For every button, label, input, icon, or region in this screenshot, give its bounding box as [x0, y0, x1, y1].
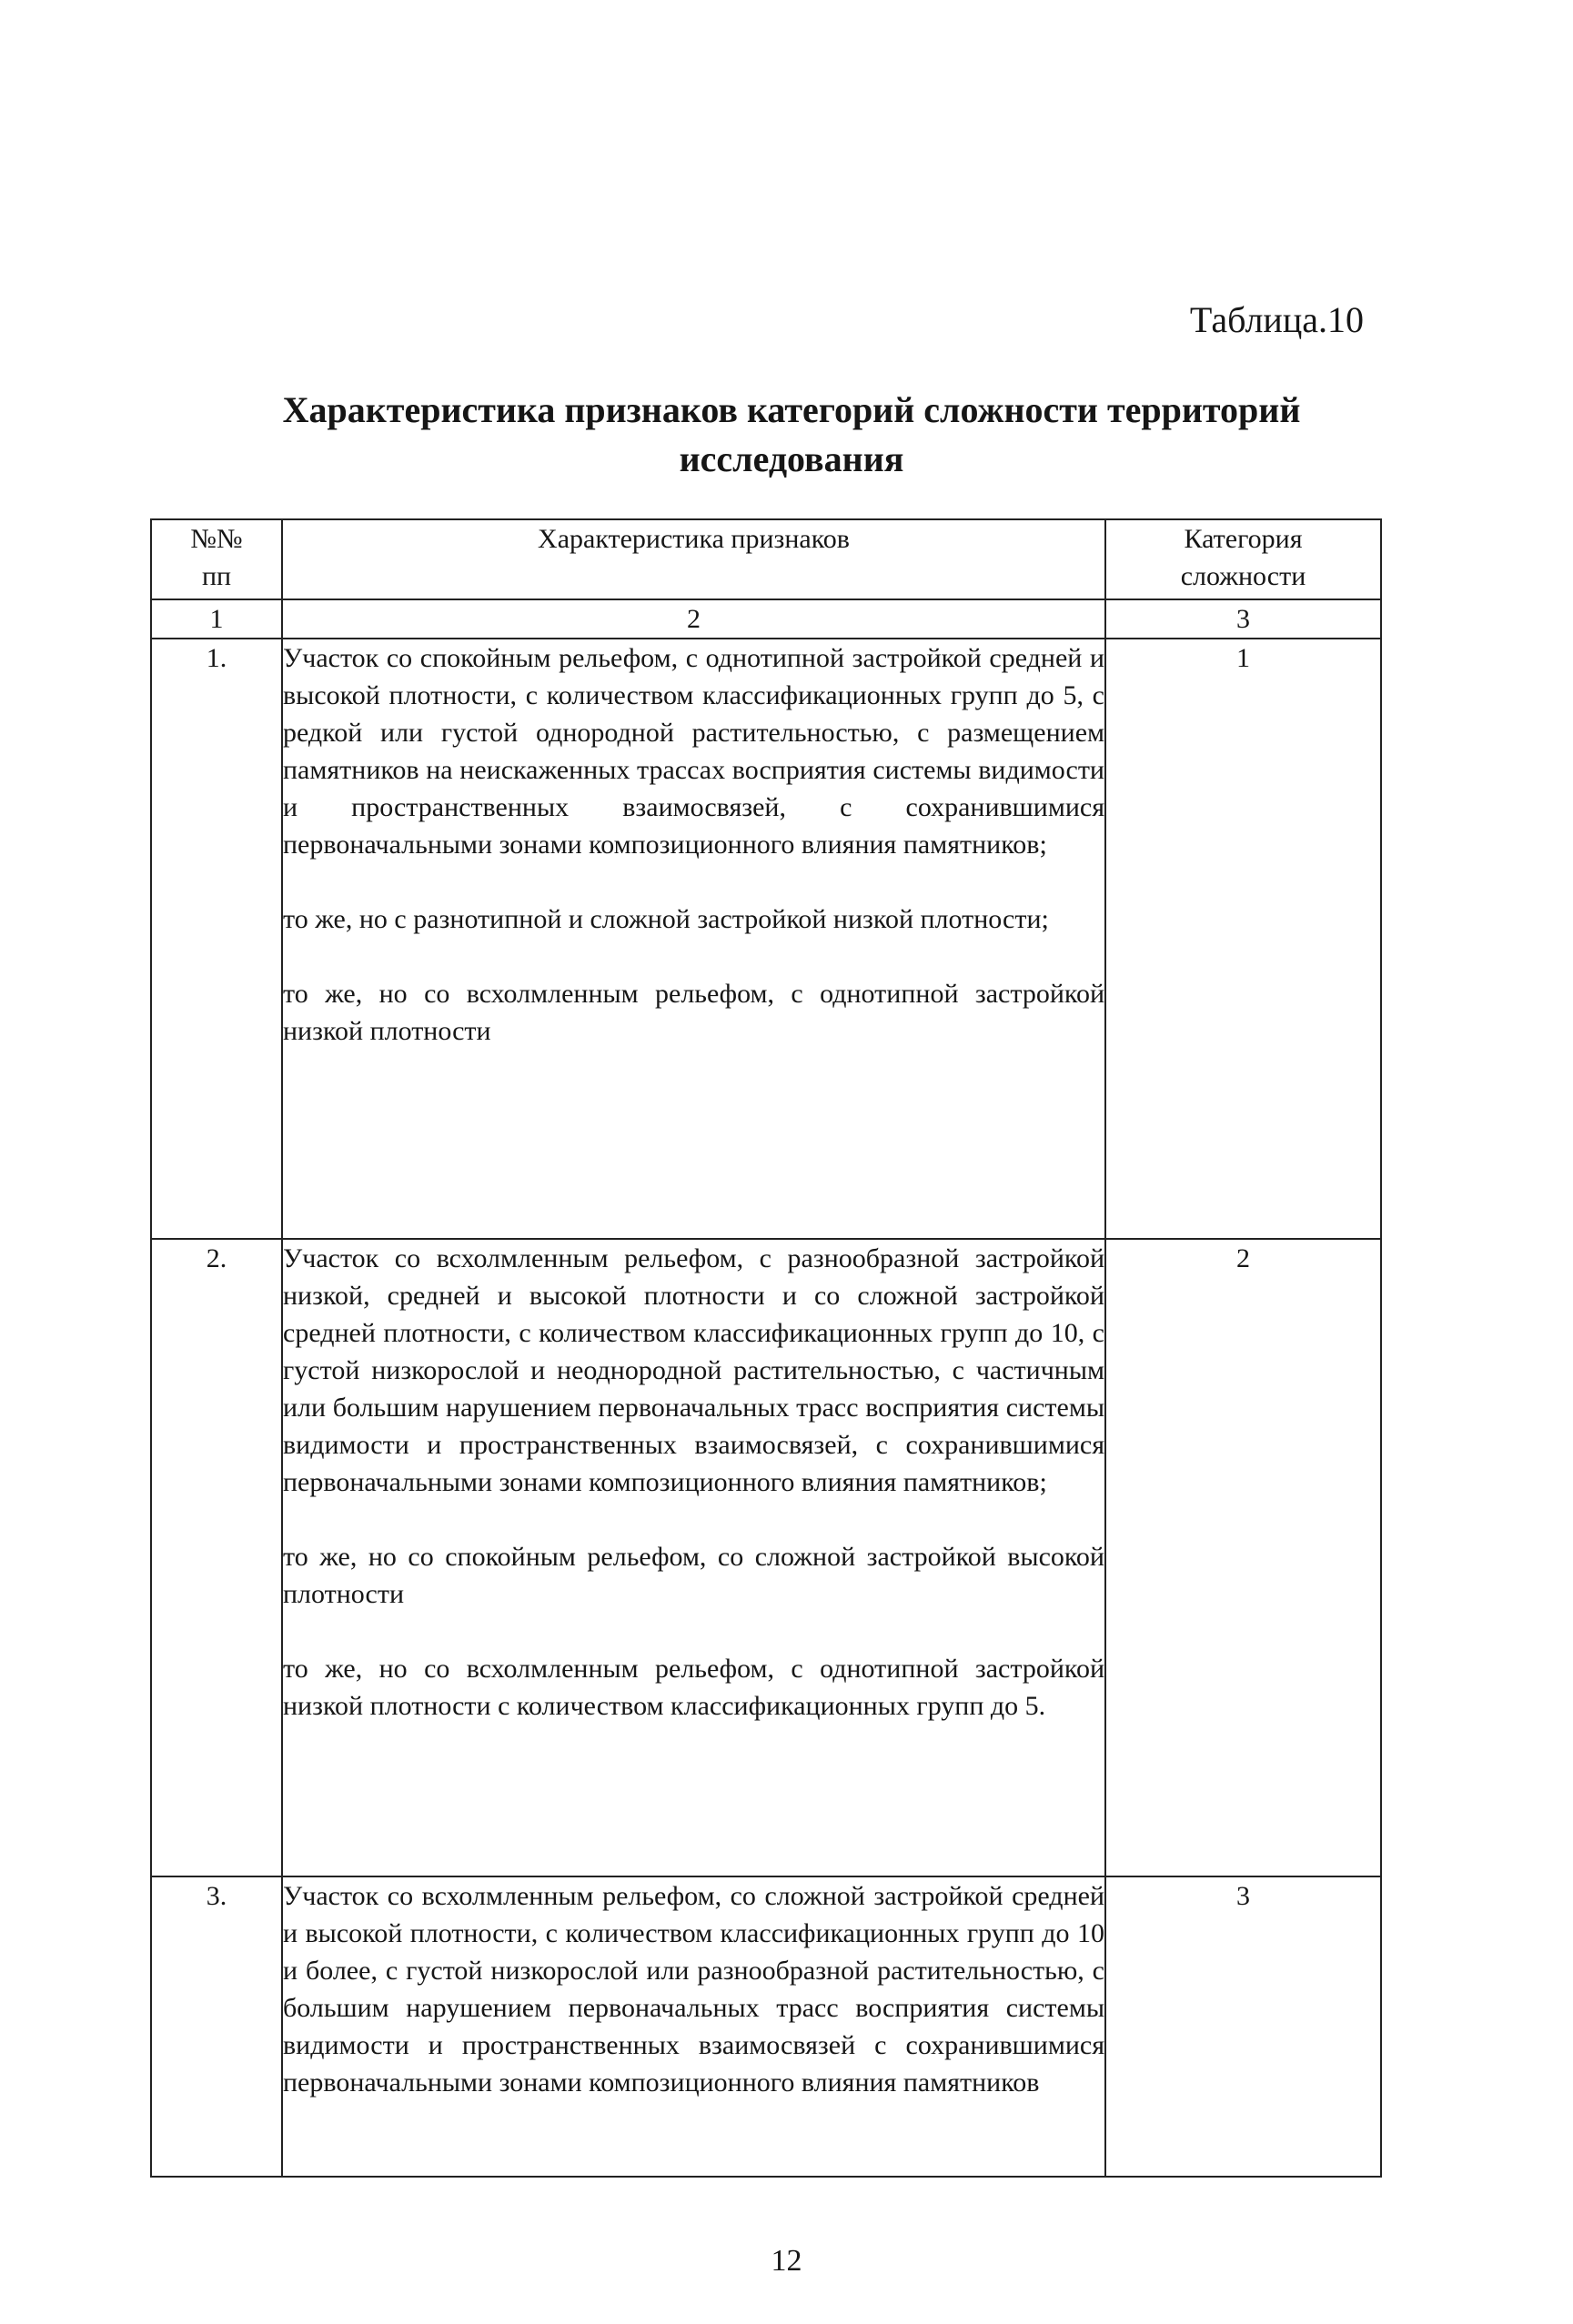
document-title-line-2: исследования [679, 438, 904, 479]
row-category: 3 [1105, 1876, 1381, 2177]
document-title-line-1: Характеристика признаков категорий сложности территорий [282, 389, 1301, 430]
row-paragraph: то же, но со спокойным рельефом, со сложной застройкой высокой плотности [283, 1542, 1104, 1609]
row-paragraph: Участок со всхолмленным рельефом, с разнообразной застройкой низкой, средней и высокой плотности и со сложной застройкой средней плотности, с количеством классификационных групп до 10, с густой низкорослой и неоднородной растительностью, с частичным или большим нарушением первоначальных трасс восприятия системы видимости и пространственных взаимосвязей, с сохранившимися первоначальными зонами композиционного влияния памятников; [283, 1243, 1104, 1497]
header-category-line-1: Категория [1184, 524, 1303, 554]
row-description [282, 1239, 1105, 1876]
column-number-1: 1 [151, 599, 282, 639]
column-number-2: 2 [282, 599, 1105, 639]
table-row [151, 1239, 1381, 1876]
table-label: Таблица.10 [1189, 299, 1364, 340]
header-number [151, 519, 282, 599]
row-paragraph: то же, но со всхолмленным рельефом, с однотипной застройкой низкой плотности [283, 979, 1104, 1046]
header-number-line-1: №№ [190, 524, 243, 554]
header-characteristics-text: Характеристика признаков [538, 524, 850, 554]
table-header-row [151, 519, 1381, 599]
row-paragraph: то же, но с разнотипной и сложной застройкой низкой плотности; [283, 904, 1049, 934]
row-category: 2 [1105, 1239, 1381, 1876]
header-characteristics [282, 519, 1105, 599]
row-paragraph: то же, но со всхолмленным рельефом, с однотипной застройкой низкой плотности с количеством классификационных групп до 5. [283, 1654, 1104, 1721]
row-index: 2. [151, 1239, 282, 1876]
row-index: 3. [151, 1876, 282, 2177]
document-title [146, 386, 1437, 484]
row-description [282, 1876, 1105, 2177]
row-paragraph: Участок со всхолмленным рельефом, со сложной застройкой средней и высокой плотности, с количеством классификационных групп до 10 и более, с густой низкорослой или разнообразной растительностью, с большим нарушением первоначальных трасс восприятия системы видимости и пространственных взаимосвязей с сохранившимися первоначальными зонами композиционного влияния памятников [283, 1881, 1104, 2098]
row-paragraph: Участок со спокойным рельефом, с однотипной застройкой средней и высокой плотности, с количеством классификационных групп до 5, с редкой или густой однородной растительностью, с размещением памятников на неискаженных трассах восприятия системы видимости и пространственных взаимосвязей, с сохранившимися первоначальными зонами композиционного влияния памятников; [283, 643, 1104, 860]
table-row [151, 639, 1381, 1239]
header-category-line-2: сложности [1180, 561, 1306, 591]
column-number-row [151, 599, 1381, 639]
criteria-table [150, 518, 1382, 2178]
column-number-3: 3 [1105, 599, 1381, 639]
row-description [282, 639, 1105, 1239]
header-category [1105, 519, 1381, 599]
header-number-line-2: пп [201, 561, 232, 591]
row-index: 1. [151, 639, 282, 1239]
row-category: 1 [1105, 639, 1381, 1239]
table-row [151, 1876, 1381, 2177]
page-number: 12 [771, 2244, 802, 2278]
